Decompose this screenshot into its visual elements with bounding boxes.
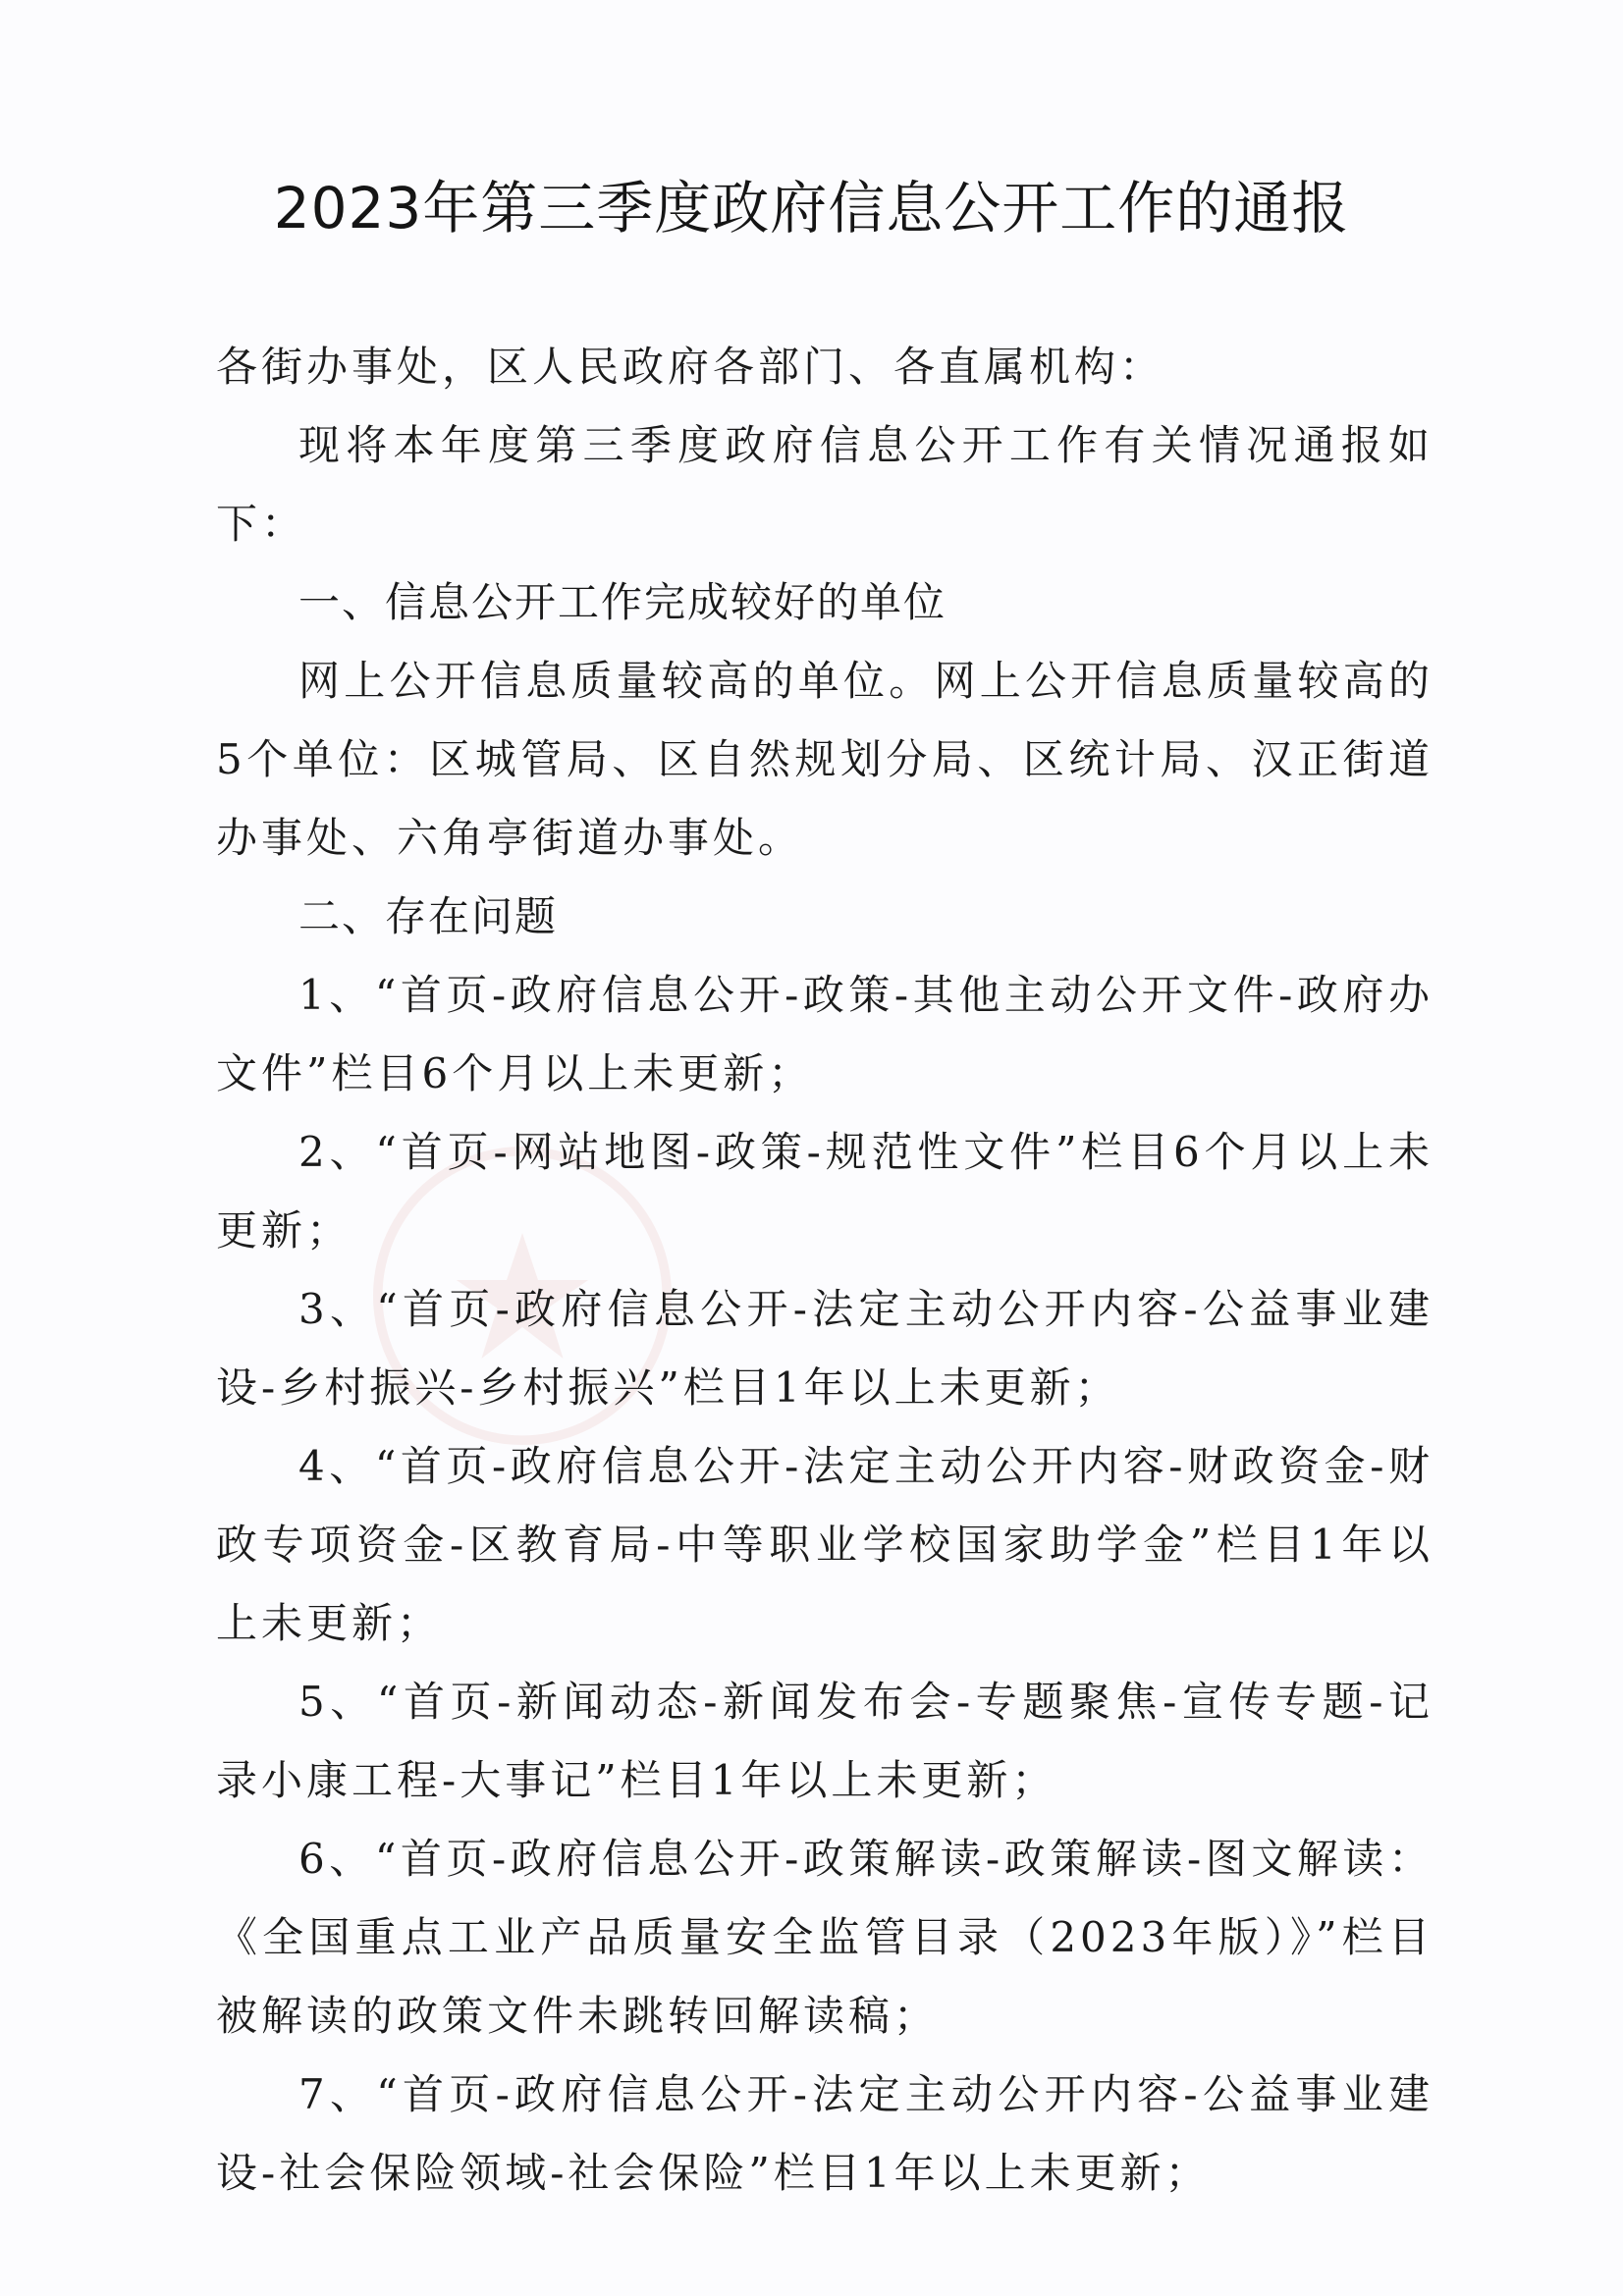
issue-item: 5、“首页-新闻动态-新闻发布会-专题聚焦-宣传专题-记录小康工程-大事记”栏目1年以上未更新；	[216, 1678, 1434, 1804]
issue-item: 2、“首页-网站地图-政策-规范性文件”栏目6个月以上未更新；	[216, 1128, 1434, 1255]
section-2-heading: 二、存在问题	[298, 892, 559, 940]
intro-paragraph: 现将本年度第三季度政府信息公开工作有关情况通报如下：	[216, 421, 1434, 548]
issue-item: 3、“首页-政府信息公开-法定主动公开内容-公益事业建设-乡村振兴-乡村振兴”栏目1年以上未更新；	[216, 1285, 1434, 1412]
document-title: 2023年第三季度政府信息公开工作的通报	[273, 175, 1350, 241]
section-1-heading: 一、信息公开工作完成较好的单位	[298, 578, 947, 626]
issue-item: 7、“首页-政府信息公开-法定主动公开内容-公益事业建设-社会保险领域-社会保险”栏目1年以上未更新；	[216, 2070, 1434, 2197]
issue-item: 4、“首页-政府信息公开-法定主动公开内容-财政资金-财政专项资金-区教育局-中等职业学校国家助学金”栏目1年以上未更新；	[216, 1442, 1434, 1647]
document-body	[216, 328, 1434, 2213]
salutation: 各街办事处，区人民政府各部门、各直属机构：	[216, 343, 1165, 391]
issue-item: 6、“首页-政府信息公开-政策解读-政策解读-图文解读：《全国重点工业产品质量安全监管目录（2023年版）》”栏目被解读的政策文件未跳转回解读稿；	[216, 1835, 1434, 2040]
issue-item: 1、“首页-政府信息公开-政策-其他主动公开文件-政府办文件”栏目6个月以上未更新；	[216, 971, 1434, 1097]
section-1-paragraph: 网上公开信息质量较高的单位。网上公开信息质量较高的5个单位：区城管局、区自然规划分局、区统计局、汉正街道办事处、六角亭街道办事处。	[216, 657, 1434, 862]
